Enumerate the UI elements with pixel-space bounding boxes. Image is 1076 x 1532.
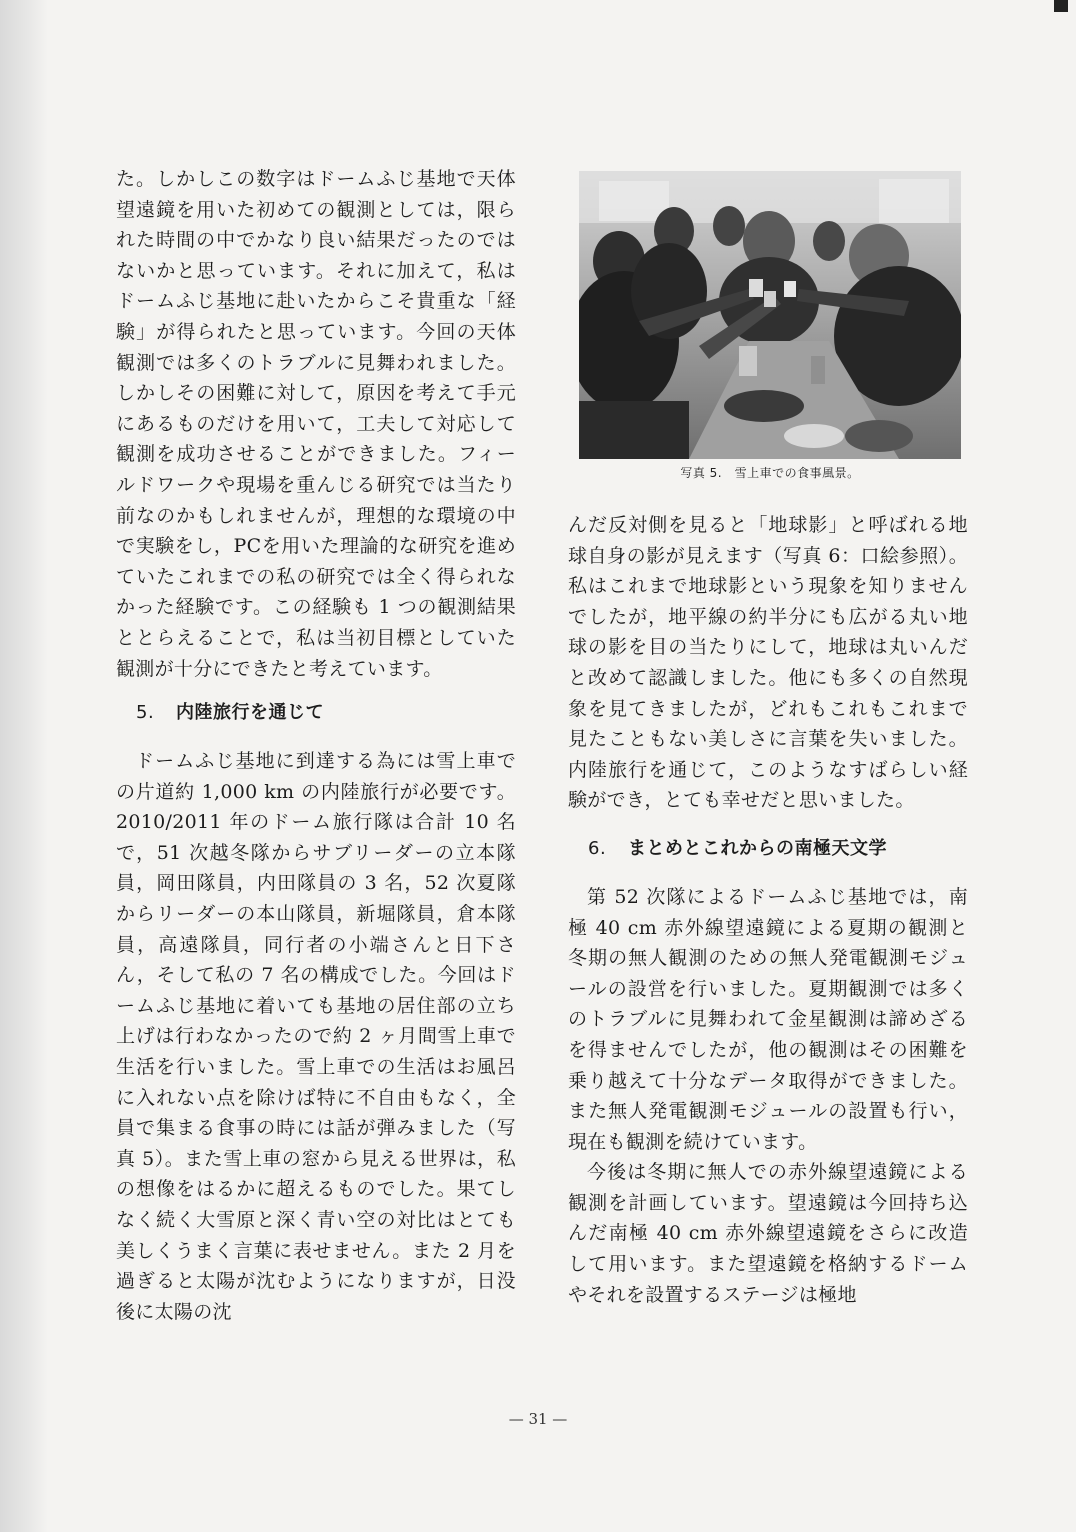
photo-5 — [579, 171, 961, 459]
left-column — [116, 164, 516, 1327]
section-6-title: まとめとこれからの南極天文学 — [628, 837, 887, 859]
right-paragraph-2: 第 52 次隊によるドームふじ基地では，南極 40 cm 赤外線望遠鏡による夏期の観測と冬期の無人観測のための無人発電観測モジュールの設営を行いました。夏期観測では多くのトラブルに見舞われて金星観測は諦めざるを得ませんでしたが，他の観測はその困難を乗り越えて十分なデータ取得ができました。また無人発電観測モジュールの設置も行い，現在も観測を続けています。 — [568, 885, 968, 1153]
photo-5-caption: 写真 5. 雪上車での食事風景。 — [680, 466, 860, 480]
photo-5-image — [579, 171, 961, 459]
left-paragraph-2: ドームふじ基地に到達する為には雪上車での片道約 1,000 km の内陸旅行が必要です。2010/2011 年のドーム旅行隊は合計 10 名で，51 次越冬隊からサブリーダーの立本隊員，岡田隊員，内田隊員の 3 名，52 次夏隊からリーダーの本山隊員，新堀隊員，倉本隊員，高遠隊員，同行者の小端さんと日下さん，そして私の 7 名の構成でした。今回はドームふじ基地に着いても基地の居住部の立ち上げは行わなかったので約 2 ヶ月間雪上車で生活を行いました。雪上車での生活はお風呂に入れない点を除けば特に不自由もなく，全員で集まる食事の時には話が弾みました（写真 5）。また雪上車の窓から見える世界は，私の想像をはるかに超えるものでした。果てしなく続く大雪原と深く青い空の対比はとても美しくうまく言葉に表せません。また 2 月を過ぎると太陽が沈むようになりますが，日没後に太陽の沈 — [116, 750, 516, 1323]
section-5-heading — [116, 698, 516, 728]
section-5-number: 5. — [136, 702, 155, 724]
page-number: — 31 — — [508, 1410, 568, 1428]
section-6-heading — [568, 834, 968, 864]
page-binding-shadow — [0, 0, 48, 1532]
left-paragraph-1: た。しかしこの数字はドームふじ基地で天体望遠鏡を用いた初めての観測としては，限られた時間の中でかなり良い結果だったのではないかと思っています。それに加えて，私はドームふじ基地に赴いたからこそ貴重な「経験」が得られたと思っています。今回の天体観測では多くのトラブルに見舞われました。しかしその困難に対して，原因を考えて手元にあるものだけを用いて，工夫して対応して観測を成功させることができました。フィールドワークや現場を重んじる研究では当たり前なのかもしれませんが，理想的な環境の中で実験をし，PCを用いた理論的な研究を進めていたこれまでの私の研究では全く得られなかった経験です。この経験も 1 つの観測結果ととらえることで，私は当初目標としていた観測が十分にできたと考えています。 — [116, 168, 516, 680]
section-6-number: 6. — [588, 837, 607, 859]
right-column — [568, 510, 968, 1310]
right-paragraph-3: 今後は冬期に無人での赤外線望遠鏡による観測を計画しています。望遠鏡は今回持ち込んだ南極 40 cm 赤外線望遠鏡をさらに改造して用います。また望遠鏡を格納するドームやそれを設置するステージは極地 — [568, 1161, 968, 1306]
right-paragraph-1: んだ反対側を見ると「地球影」と呼ばれる地球自身の影が見えます（写真 6：口絵参照）。私はこれまで地球影という現象を知りませんでしたが，地平線の約半分にも広がる丸い地球の影を目の当たりにして，地球は丸いんだと改めて認識しました。他にも多くの自然現象を見てきましたが，どれもこれもこれまで見たこともない美しさに言葉を失いました。内陸旅行を通じて，このようなすばらしい経験ができ，とても幸せだと思いました。 — [568, 514, 968, 812]
section-5-title: 内陸旅行を通じて — [176, 702, 324, 724]
scan-corner-mark — [1054, 0, 1068, 12]
